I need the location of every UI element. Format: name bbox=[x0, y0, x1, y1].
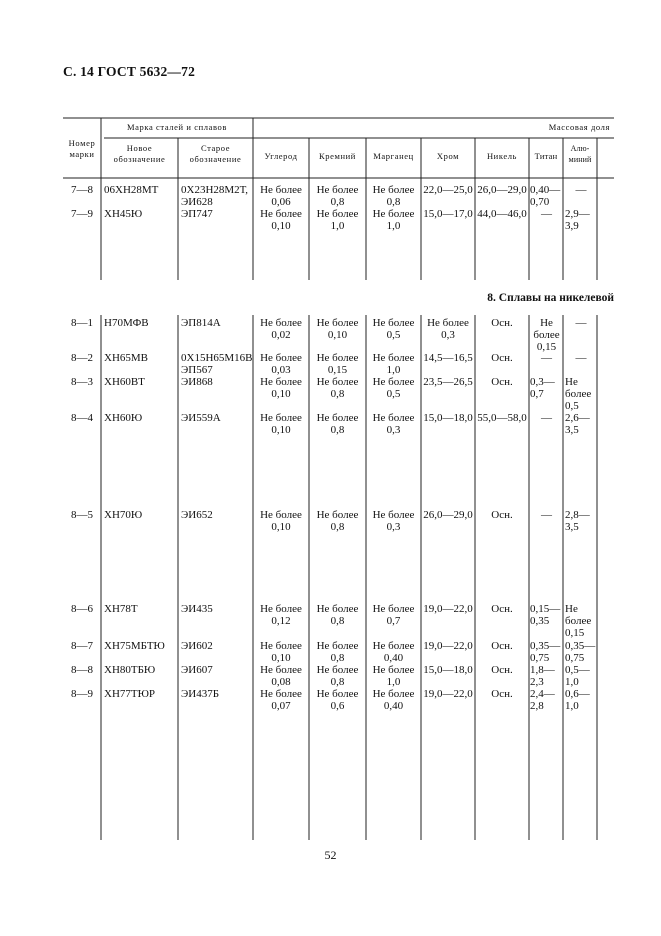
cell-chromium: 14,5—16,5 bbox=[423, 352, 473, 364]
cell-new-designation: 06ХН28МТ bbox=[104, 184, 159, 196]
cell-aluminium: 2,8— 3,5 bbox=[565, 509, 590, 533]
cell-manganese: Не более 0,5 bbox=[372, 317, 415, 341]
cell-number: 8—5 bbox=[71, 509, 93, 521]
cell-carbon: Не более 0,10 bbox=[260, 376, 302, 400]
cell-nickel: Осн. bbox=[491, 688, 513, 700]
cell-silicon: Не более 0,8 bbox=[316, 184, 359, 208]
cell-nickel: 55,0—58,0 bbox=[477, 412, 527, 424]
cell-silicon: Не более 0,15 bbox=[316, 352, 359, 376]
cell-chromium: 19,0—22,0 bbox=[423, 640, 473, 652]
cell-number: 8—7 bbox=[71, 640, 93, 652]
cell-old-designation: ЭИ652 bbox=[181, 509, 213, 521]
header-old-designation: Старое обозначение bbox=[189, 143, 242, 164]
cell-aluminium: — bbox=[575, 184, 587, 196]
cell-new-designation: ХН78Т bbox=[104, 603, 138, 615]
cell-old-designation: ЭИ559А bbox=[181, 412, 221, 424]
cell-aluminium: — bbox=[575, 317, 587, 329]
cell-titanium: 0,35— 0,75 bbox=[530, 640, 561, 664]
cell-aluminium: 0,6— 1,0 bbox=[565, 688, 590, 712]
section-title: 8. Сплавы на никелевой bbox=[487, 292, 614, 304]
cell-nickel: Осн. bbox=[491, 317, 513, 329]
cell-titanium: 1,8— 2,3 bbox=[530, 664, 555, 688]
cell-silicon: Не более 0,8 bbox=[316, 509, 359, 533]
cell-chromium: 15,0—18,0 bbox=[423, 412, 473, 424]
cell-old-designation: 0Х23Н28М2Т, ЭИ628 bbox=[181, 184, 249, 208]
cell-titanium: 0,3— 0,7 bbox=[530, 376, 555, 400]
header-carbon: Углерод bbox=[264, 151, 298, 161]
cell-carbon: Не более 0,03 bbox=[260, 352, 302, 376]
cell-old-designation: ЭИ602 bbox=[181, 640, 213, 652]
cell-aluminium: 2,9— 3,9 bbox=[565, 208, 590, 232]
cell-old-designation: ЭИ435 bbox=[181, 603, 213, 615]
cell-new-designation: ХН75МБТЮ bbox=[104, 640, 165, 652]
cell-silicon: Не более 0,8 bbox=[316, 412, 359, 436]
cell-silicon: Не более 0,8 bbox=[316, 603, 359, 627]
cell-manganese: Не более 1,0 bbox=[372, 352, 415, 376]
header-mass-fraction: Массовая доля bbox=[548, 122, 610, 132]
cell-chromium: 15,0—17,0 bbox=[423, 208, 473, 220]
cell-chromium: 26,0—29,0 bbox=[423, 509, 473, 521]
cell-new-designation: ХН80ТБЮ bbox=[104, 664, 156, 676]
cell-nickel: Осн. bbox=[491, 509, 513, 521]
cell-silicon: Не более 0,8 bbox=[316, 640, 359, 664]
cell-number: 8—2 bbox=[71, 352, 93, 364]
cell-titanium: 2,4— 2,8 bbox=[530, 688, 555, 712]
cell-manganese: Не более 1,0 bbox=[372, 664, 415, 688]
cell-silicon: Не более 1,0 bbox=[316, 208, 359, 232]
cell-number: 8—1 bbox=[71, 317, 93, 329]
cell-chromium: 23,5—26,5 bbox=[423, 376, 473, 388]
cell-titanium: — bbox=[541, 352, 552, 364]
cell-carbon: Не более 0,10 bbox=[260, 412, 302, 436]
header-brand-group: Марка сталей и сплавов bbox=[126, 122, 228, 132]
header-chromium: Хром bbox=[436, 151, 460, 161]
cell-old-designation: ЭИ868 bbox=[181, 376, 213, 388]
cell-chromium: 22,0—25,0 bbox=[423, 184, 473, 196]
header-nickel: Никель bbox=[486, 151, 518, 161]
cell-manganese: Не более 1,0 bbox=[372, 208, 415, 232]
cell-manganese: Не более 0,5 bbox=[372, 376, 415, 400]
cell-titanium: 0,15— 0,35 bbox=[530, 603, 561, 627]
cell-old-designation: ЭИ437Б bbox=[181, 688, 220, 700]
header-aluminium: Алю- миний bbox=[568, 144, 592, 164]
header-silicon: Кремний bbox=[319, 151, 356, 161]
cell-carbon: Не более 0,08 bbox=[260, 664, 302, 688]
cell-silicon: Не более 0,8 bbox=[316, 664, 359, 688]
cell-titanium: — bbox=[541, 208, 552, 220]
cell-carbon: Не более 0,02 bbox=[260, 317, 302, 341]
cell-aluminium: Не более 0,5 bbox=[565, 376, 592, 412]
cell-carbon: Не более 0,07 bbox=[260, 688, 302, 712]
cell-chromium: 19,0—22,0 bbox=[423, 688, 473, 700]
cell-number: 8—8 bbox=[71, 664, 93, 676]
header-manganese: Марганец bbox=[373, 151, 414, 161]
cell-nickel: Осн. bbox=[491, 376, 513, 388]
cell-number: 8—4 bbox=[71, 412, 93, 424]
cell-titanium: 0,40— 0,70 bbox=[530, 184, 561, 208]
cell-manganese: Не более 0,7 bbox=[372, 603, 415, 627]
cell-carbon: Не более 0,10 bbox=[260, 640, 302, 664]
cell-old-designation: ЭП814А bbox=[181, 317, 221, 329]
cell-manganese: Не более 0,8 bbox=[372, 184, 415, 208]
cell-titanium: — bbox=[541, 509, 552, 521]
cell-titanium: — bbox=[541, 412, 552, 424]
header-new-designation: Новое обозначение bbox=[113, 143, 166, 164]
cell-new-designation: Н70МФВ bbox=[104, 317, 149, 329]
cell-manganese: Не более 0,40 bbox=[372, 688, 415, 712]
cell-carbon: Не более 0,06 bbox=[260, 184, 302, 208]
cell-nickel: Осн. bbox=[491, 603, 513, 615]
cell-manganese: Не более 0,3 bbox=[372, 412, 415, 436]
cell-manganese: Не более 0,3 bbox=[372, 509, 415, 533]
cell-nickel: Осн. bbox=[491, 352, 513, 364]
cell-chromium: 15,0—18,0 bbox=[423, 664, 473, 676]
page-header: С. 14 ГОСТ 5632—72 bbox=[63, 64, 196, 79]
cell-number: 7—8 bbox=[71, 184, 93, 196]
cell-new-designation: ХН77ТЮР bbox=[104, 688, 156, 700]
cell-number: 7—9 bbox=[71, 208, 93, 220]
page-number: 52 bbox=[324, 848, 337, 862]
cell-number: 8—9 bbox=[71, 688, 93, 700]
cell-chromium: Не более 0,3 bbox=[427, 317, 469, 341]
cell-old-designation: ЭП747 bbox=[181, 208, 213, 220]
cell-silicon: Не более 0,10 bbox=[316, 317, 359, 341]
cell-nickel: 44,0—46,0 bbox=[477, 208, 527, 220]
cell-carbon: Не более 0,12 bbox=[260, 603, 302, 627]
cell-nickel: 26,0—29,0 bbox=[477, 184, 527, 196]
cell-chromium: 19,0—22,0 bbox=[423, 603, 473, 615]
cell-titanium: Не более 0,15 bbox=[533, 317, 560, 353]
cell-aluminium: 0,35— 0,75 bbox=[565, 640, 596, 664]
cell-old-designation: ЭИ607 bbox=[181, 664, 213, 676]
cell-new-designation: ХН45Ю bbox=[104, 208, 143, 220]
cell-aluminium: 2,6— 3,5 bbox=[565, 412, 590, 436]
cell-new-designation: ХН65МВ bbox=[104, 352, 149, 364]
cell-new-designation: ХН60Ю bbox=[104, 412, 143, 424]
cell-aluminium: — bbox=[575, 352, 587, 364]
cell-aluminium: 0,5— 1,0 bbox=[565, 664, 590, 688]
cell-new-designation: ХН70Ю bbox=[104, 509, 143, 521]
cell-number: 8—3 bbox=[71, 376, 93, 388]
cell-aluminium: Не более 0,15 bbox=[565, 603, 592, 639]
cell-nickel: Осн. bbox=[491, 640, 513, 652]
header-titanium: Титан bbox=[534, 151, 558, 161]
cell-number: 8—6 bbox=[71, 603, 93, 615]
header-number: Номер марки bbox=[68, 138, 96, 159]
cell-carbon: Не более 0,10 bbox=[260, 509, 302, 533]
cell-carbon: Не более 0,10 bbox=[260, 208, 302, 232]
cell-manganese: Не более 0,40 bbox=[372, 640, 415, 664]
cell-silicon: Не более 0,6 bbox=[316, 688, 359, 712]
cell-old-designation: 0Х15Н65М16В ЭП567 bbox=[181, 352, 253, 376]
cell-nickel: Осн. bbox=[491, 664, 513, 676]
cell-silicon: Не более 0,8 bbox=[316, 376, 359, 400]
cell-new-designation: ХН60ВТ bbox=[104, 376, 145, 388]
